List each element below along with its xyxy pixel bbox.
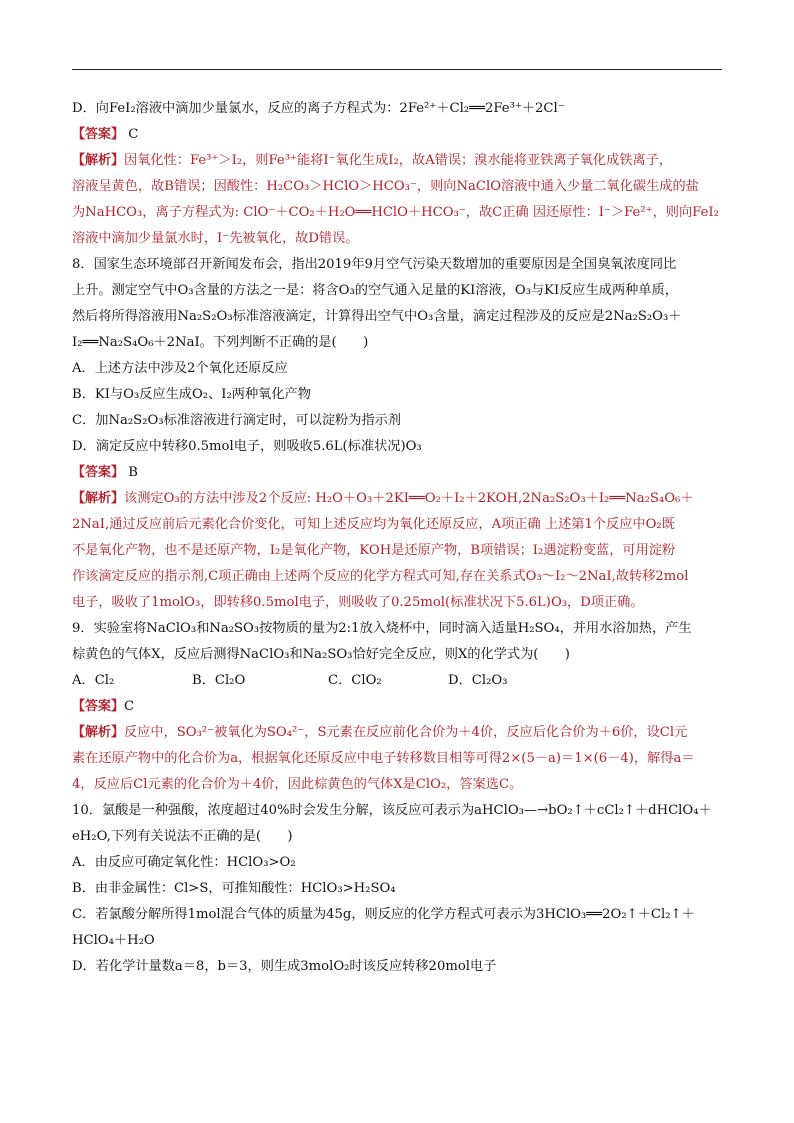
line-text: 素在还原产物中的化合价为a，根据氧化还原反应中电子转移数目相等可得2×(5－a)＝1×(6－4)，解得a＝ — [72, 751, 695, 766]
line-text: 溶液呈黄色，故B错误；因酸性：H₂CO₃＞HClO＞HCO₃⁻，则向NaClO溶液中通入少量二氧化碳生成的盐 — [72, 179, 699, 194]
explanation-line — [72, 174, 724, 200]
line-text: A．上述方法中涉及2个氧化还原反应 — [72, 361, 288, 376]
line-text: 反应中，SO₃²⁻被氧化为SO₄²⁻，S元素在反应前化合价为＋4价，反应后化合价为＋6价，设Cl元 — [124, 725, 688, 740]
question-line — [72, 356, 724, 382]
line-text: B — [124, 465, 138, 480]
explanation-tag: 【解析】 — [72, 153, 125, 168]
explanation-line — [72, 564, 724, 590]
line-text: D．若化学计量数a＝8，b＝3，则生成3molO₂时该反应转移20mol电子 — [72, 959, 497, 974]
explanation-line — [72, 226, 724, 252]
line-text: 为NaHCO₃，离子方程式为: ClO⁻＋CO₂＋H₂O══HClO＋HCO₃⁻，故C正确 因还原性：I⁻＞Fe²⁺，则向FeI₂ — [72, 205, 719, 220]
line-text: A．由反应可确定氧化性：HClO₃>O₂ — [72, 855, 296, 870]
line-text: 棕黄色的气体X，反应后测得NaClO₃和Na₂SO₃恰好完全反应，则X的化学式为( ) — [72, 647, 570, 662]
question-line — [72, 824, 724, 850]
line-text: 8．国家生态环境部召开新闻发布会，指出2019年9月空气污染天数增加的重要原因是全国臭氧浓度同比 — [72, 257, 677, 272]
question-line — [72, 850, 724, 876]
question-line — [72, 382, 724, 408]
explanation-line — [72, 746, 724, 772]
question-line — [72, 642, 724, 668]
explanation-line — [72, 512, 724, 538]
line-text: C．加Na₂S₂O₃标准溶液进行滴定时，可以淀粉为指示剂 — [72, 413, 401, 428]
explanation-tag: 【解析】 — [72, 491, 125, 506]
line-text: 4，反应后Cl元素的化合价为＋4价，因此棕黄色的气体X是ClO₂，答案选C。 — [72, 777, 523, 792]
line-text: D．滴定反应中转移0.5mol电子，则吸收5.6L(标准状况)O₃ — [72, 439, 422, 454]
answer-line — [72, 460, 724, 486]
line-text: 然后将所得溶液用Na₂S₂O₃标准溶液滴定，计算得出空气中O₃含量，滴定过程涉及的反应是2Na₂S₂O₃＋ — [72, 309, 682, 324]
answer-tag: 【答案】 — [72, 127, 125, 142]
option-item: C．ClO₂ — [328, 673, 382, 688]
explanation-line — [72, 538, 724, 564]
line-text: 作该滴定反应的指示剂,C项正确由上述两个反应的化学方程式可知,存在关系式O₃～I₂～2NaI,故转移2mol — [72, 569, 689, 584]
line-text: 该测定O₃的方法中涉及2个反应: H₂O＋O₃＋2KI══O₂＋I₂＋2KOH,2Na₂S₂O₃＋I₂══Na₂S₄O₆＋ — [124, 491, 694, 506]
line-text: 10．氯酸是一种强酸，浓度超过40%时会发生分解，该反应可表示为aHClO₃—→bO₂↑＋cCl₂↑＋dHClO₄＋ — [72, 803, 712, 818]
line-text: C．若氯酸分解所得1mol混合气体的质量为45g，则反应的化学方程式可表示为3HClO₃══2O₂↑＋Cl₂↑＋ — [72, 907, 695, 922]
line-text: 9．实验室将NaClO₃和Na₂SO₃按物质的量为2:1放入烧杯中，同时滴入适量H₂SO₄，并用水浴加热，产生 — [72, 621, 692, 636]
question-line — [72, 408, 724, 434]
explanation-line — [72, 720, 724, 746]
explanation-tag: 【解析】 — [72, 725, 125, 740]
line-text: C — [124, 127, 139, 142]
question-line — [72, 902, 724, 928]
option-item: A．Cl₂ — [72, 673, 115, 688]
explanation-line — [72, 148, 724, 174]
question-line — [72, 798, 724, 824]
explanation-line — [72, 200, 724, 226]
line-text: 不是氧化产物，也不是还原产物，I₂是氧化产物，KOH是还原产物，B项错误；I₂遇淀粉变蓝，可用淀粉 — [72, 543, 676, 558]
line-text: D．向FeI₂溶液中滴加少量氯水，反应的离子方程式为：2Fe²⁺＋Cl₂══2Fe³⁺＋2Cl⁻ — [72, 101, 565, 116]
question-line — [72, 278, 724, 304]
header-rule — [72, 69, 722, 70]
line-text: 溶液中滴加少量氯水时，I⁻先被氧化，故D错误。 — [72, 231, 359, 246]
line-text: HClO₄＋H₂O — [72, 933, 155, 948]
explanation-line — [72, 486, 724, 512]
answer-line — [72, 694, 724, 720]
explanation-line — [72, 772, 724, 798]
option-item: D．Cl₂O₃ — [448, 673, 508, 688]
answer-line — [72, 122, 724, 148]
answer-tag: 【答案】 — [72, 699, 125, 714]
option-row — [72, 668, 724, 694]
question-line — [72, 954, 724, 980]
question-line — [72, 304, 724, 330]
line-text: I₂══Na₂S₄O₆＋2NaI。下列判断不正确的是( ) — [72, 335, 369, 350]
document-body — [72, 96, 724, 980]
line-text: 电子，吸收了1molO₃，即转移0.5mol电子，则吸收了0.25mol(标准状况下5.6L)O₃，D项正确。 — [72, 595, 644, 610]
question-line — [72, 434, 724, 460]
line-text: C — [124, 699, 135, 714]
question-line — [72, 928, 724, 954]
explanation-line — [72, 590, 724, 616]
line-text: 2NaI,通过反应前后元素化合价变化，可知上述反应均为氧化还原反应，A项正确 上述第1个反应中O₂既 — [72, 517, 675, 532]
line-text: B．由非金属性：Cl>S，可推知酸性：HClO₃>H₂SO₄ — [72, 881, 396, 896]
line-text: eH₂O,下列有关说法不正确的是( ) — [72, 829, 293, 844]
question-line — [72, 876, 724, 902]
line-text: 因氧化性：Fe³⁺＞I₂，则Fe³⁺能将I⁻氧化生成I₂，故A错误；溴水能将亚铁离子氧化成铁离子， — [124, 153, 673, 168]
line-text: B．KI与O₃反应生成O₂、I₂两种氧化产物 — [72, 387, 311, 402]
option-item: B．Cl₂O — [192, 673, 246, 688]
answer-tag: 【答案】 — [72, 465, 125, 480]
question-line — [72, 252, 724, 278]
question-line — [72, 96, 724, 122]
question-line — [72, 616, 724, 642]
question-line — [72, 330, 724, 356]
line-text: 上升。测定空气中O₃含量的方法之一是：将含O₃的空气通入足量的KI溶液，O₃与KI反应生成两种单质， — [72, 283, 678, 298]
